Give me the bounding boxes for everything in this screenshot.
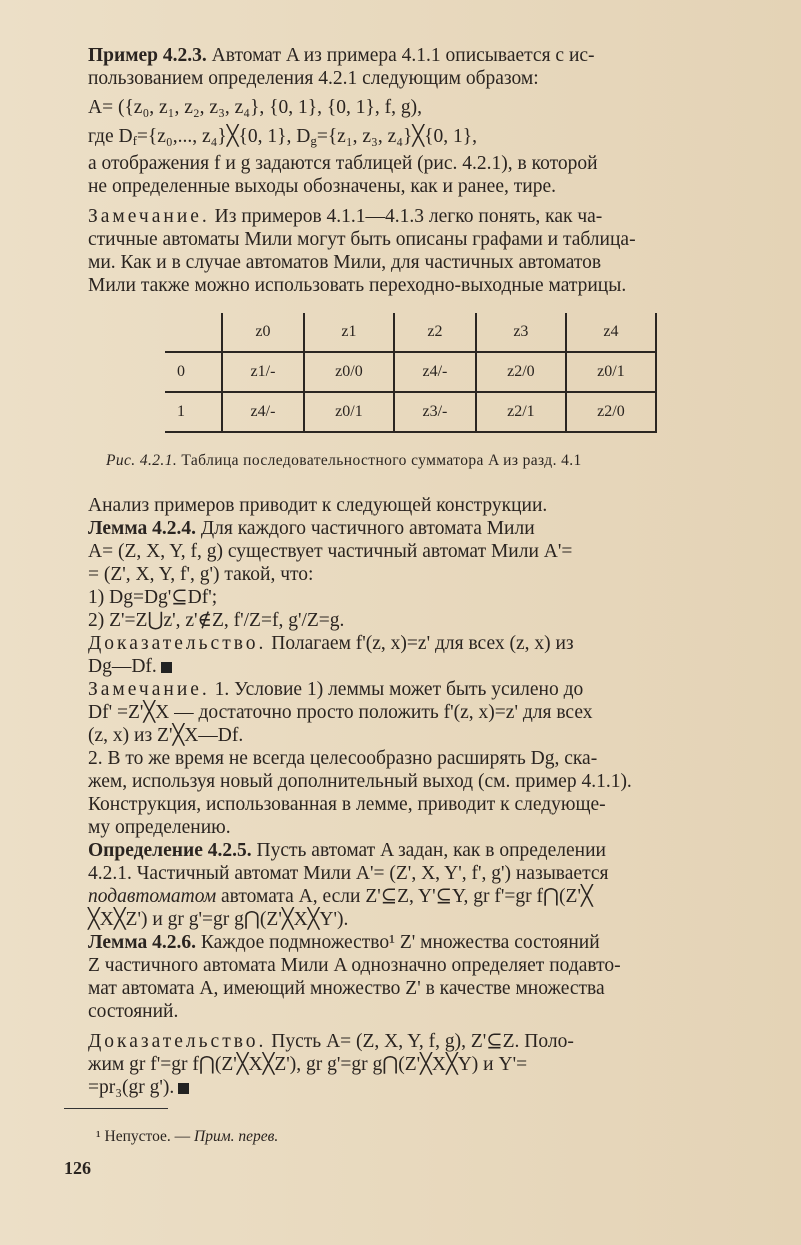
example-line: пользованием определения 4.2.1 следующим образом: — [88, 68, 539, 89]
table-cell: z2/1 — [476, 392, 566, 432]
col-header: z4 — [566, 313, 656, 352]
example-heading: Пример 4.2.3. — [88, 45, 207, 66]
remark-paragraph: Замечание. 1. Условие 1) леммы может быть усилено до Df' =Z'╳X — достаточно просто положить f'(z, x)=z' для всех (z, x) из Z'╳X—Df. 2. В то же время не всегда целесообразно расширять Dg, ска- жем, используя новый дополнительный выход (см. пример 4.1.1). Конструкция, использованная в лемме, приводит к следующе- му определению. — [88, 679, 632, 838]
col-header: z3 — [476, 313, 566, 352]
page-number: 126 — [64, 1158, 91, 1178]
footnote-rule — [64, 1108, 168, 1109]
table-header-row — [165, 313, 656, 352]
table-cell: z1/- — [222, 352, 304, 392]
caption-label: Рис. 4.2.1. — [106, 452, 178, 469]
main-text — [88, 44, 754, 297]
remark-heading: Замечание. — [88, 206, 210, 227]
remark-paragraph: Замечание. Из примеров 4.1.1—4.1.3 легко понять, как ча- стичные автоматы Мили могут быть описаны графами и таблица- ми. Как и в случае автоматов Мили, для частичных автоматов Мили также можно использовать переходно-выходные матрицы. — [88, 206, 636, 296]
table-cell: z0/1 — [304, 392, 394, 432]
formula-domains: где $D_f=\{z_0$,..., z₄}╳{0, 1}, $D_g=\{z_1$, z₃, z₄}╳{0, 1}, — [88, 126, 477, 148]
definition-paragraph: Определение 4.2.5. Пусть автомат A задан, как в определении 4.2.1. Частичный автомат Мили A'= (Z', X, Y', f', g') называется подавтоматом автомата A, если Z'⊆Z, Y'⊆Y, gr f'=gr f⋂(Z'╳ ╳X╳Z') и gr g'=gr g⋂(Z'╳X╳Y'). — [88, 840, 609, 930]
transition-table — [165, 313, 657, 433]
lemma-heading: Лемма 4.2.6. — [88, 932, 196, 953]
remark-heading: Замечание. — [88, 679, 210, 700]
table-cell: z3/- — [394, 392, 476, 432]
caption-text: Таблица последовательностного сумматора A из разд. 4.1 — [181, 452, 582, 469]
col-header: z1 — [304, 313, 394, 352]
main-text-continued — [88, 494, 754, 1099]
table-cell: z0/1 — [566, 352, 656, 392]
col-header: z2 — [394, 313, 476, 352]
lemma-paragraph: Лемма 4.2.4. Для каждого частичного автомата Мили A= (Z, X, Y, f, g) существует частичный автомат Мили A'= = (Z', X, Y, f', g') такой, что: 1) Dg=Dg'⊆Df'; 2) Z'=Z⋃z', z'∉Z, f'/Z=f, g'/Z=g. — [88, 518, 573, 631]
proof-heading: Доказательство. — [88, 633, 267, 654]
qed-mark — [161, 662, 172, 673]
example-paragraph — [88, 44, 754, 198]
proof-paragraph: Доказательство. Пусть A= (Z, X, Y, f, g), Z'⊆Z. Поло- жим gr f'=gr f⋂(Z'╳X╳Z'), gr g'=gr g⋂(Z'╳X╳Y) и Y'= =pr₃(gr g'). — [88, 1031, 574, 1098]
table-cell: z0/0 — [304, 352, 394, 392]
example-line: не определенные выходы обозначены, как и ранее, тире. — [88, 176, 556, 197]
analysis-line: Анализ примеров приводит к следующей конструкции. — [88, 495, 548, 516]
proof-heading: Доказательство. — [88, 1031, 267, 1052]
table-cell: z4/- — [222, 392, 304, 432]
lemma-paragraph: Лемма 4.2.6. Каждое подмножество¹ Z' множества состояний Z частичного автомата Мили A однозначно определяет подавто- мат автомата A, имеющий множество Z' в качестве множества состояний. — [88, 932, 621, 1022]
formula: A= ({z₀, z₁, z₂, z₃, z₄}, {0, 1}, {0, 1}, f, g), — [88, 97, 422, 118]
qed-mark — [178, 1083, 189, 1094]
figure-table — [165, 313, 657, 433]
table-row — [165, 392, 656, 432]
example-line: а отображения f и g задаются таблицей (рис. 4.2.1), в которой — [88, 153, 598, 174]
table-cell: z4/- — [394, 352, 476, 392]
col-header: z0 — [222, 313, 304, 352]
figure-caption — [106, 452, 746, 470]
table-cell: z2/0 — [566, 392, 656, 432]
proof-paragraph: Доказательство. Полагаем f'(z, x)=z' для всех (z, x) из Dg—Df. — [88, 633, 574, 677]
footnote: ¹ Непустое. — Прим. перев. — [96, 1128, 279, 1145]
lemma-heading: Лемма 4.2.4. — [88, 518, 196, 539]
example-line: Автомат A из примера 4.1.1 описывается с ис- — [211, 45, 595, 66]
table-cell: z2/0 — [476, 352, 566, 392]
definition-heading: Определение 4.2.5. — [88, 840, 252, 861]
row-input: 1 — [165, 392, 222, 432]
table-row — [165, 352, 656, 392]
row-input: 0 — [165, 352, 222, 392]
